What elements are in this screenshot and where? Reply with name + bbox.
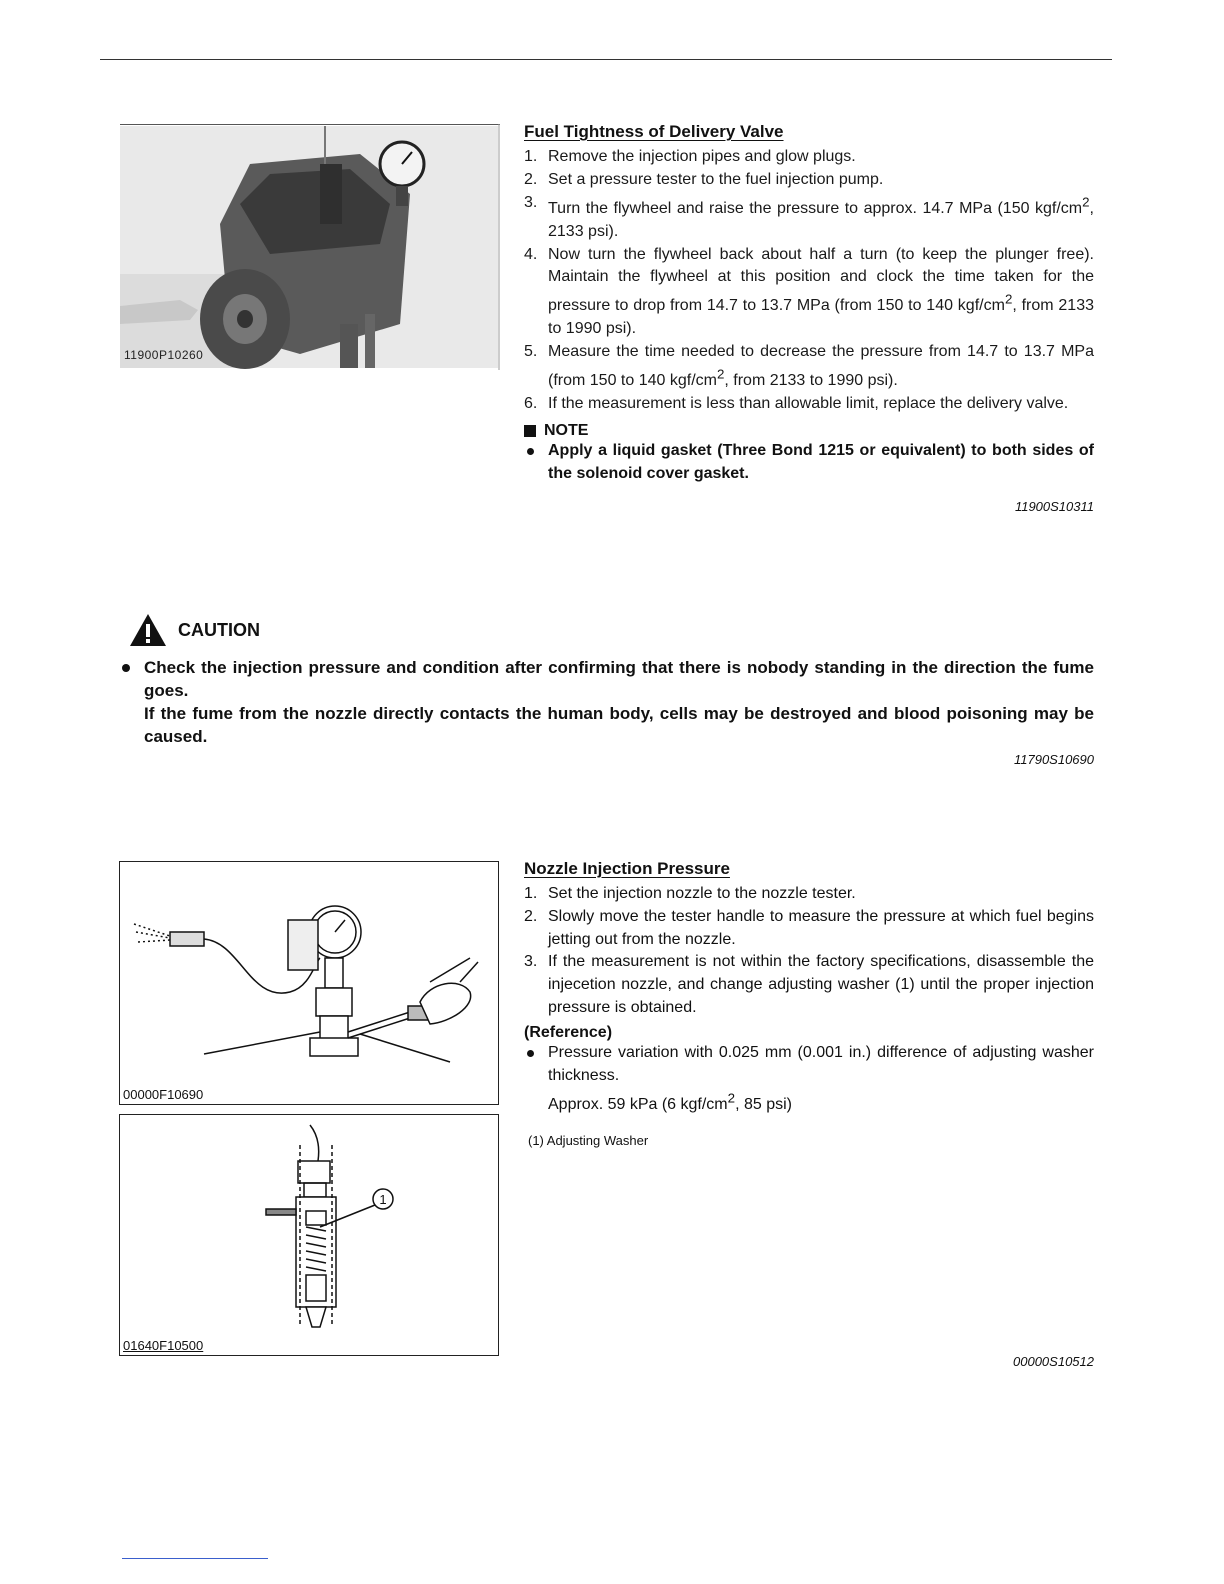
step-item bbox=[524, 951, 1094, 1019]
nozzle-tester-figure bbox=[119, 861, 499, 1105]
nozzle-pressure-section bbox=[524, 859, 1094, 1148]
figure-code: 00000F10690 bbox=[123, 1087, 204, 1102]
step-item bbox=[524, 341, 1094, 393]
step-text: Slowly move the tester handle to measure the pressure at which fuel begins jetting out from the nozzle. bbox=[548, 907, 1094, 948]
step-item bbox=[524, 192, 1094, 244]
caution-heading bbox=[128, 612, 1094, 648]
step-item bbox=[524, 883, 1094, 906]
section-code: 00000S10512 bbox=[1013, 1354, 1094, 1369]
step-number: 1. bbox=[524, 148, 538, 165]
step-text: Set the injection nozzle to the nozzle tester. bbox=[548, 885, 856, 902]
engine-illustration bbox=[120, 124, 500, 370]
step-text: If the measurement is not within the factory specifications, disassemble the injecetion nozzle, and change adjusting washer (1) until the proper injection pressure is obtained. bbox=[548, 953, 1094, 1016]
warning-icon bbox=[128, 612, 168, 648]
step-text: Remove the injection pipes and glow plugs. bbox=[548, 148, 856, 165]
caution-line-2: If the fume from the nozzle directly contacts the human body, cells may be destroyed and blood poisoning may be caused. bbox=[144, 704, 1094, 746]
callout-number: 1 bbox=[379, 1192, 387, 1207]
step-number: 3. bbox=[524, 193, 538, 211]
step-number: 1. bbox=[524, 885, 538, 902]
step-text: Now turn the flywheel back about half a turn (to keep the plunger free). Maintain the flywheel at this position and clock the time taken for the pressure to drop from 14.7 to 13.7 MPa (from 150 to 140 kgf/$cm^2$, from 2133 to 1990 psi). bbox=[548, 245, 1094, 338]
footer-link-rule bbox=[122, 1558, 268, 1559]
reference-bullet bbox=[524, 1042, 1094, 1117]
legend: (1) Adjusting Washer bbox=[528, 1132, 649, 1148]
caution-label: CAUTION bbox=[178, 619, 260, 640]
bullet-icon bbox=[122, 664, 130, 672]
nozzle-section-drawing bbox=[120, 1115, 498, 1355]
nozzle-tester-drawing bbox=[120, 862, 498, 1104]
section-title: Nozzle Injection Pressure bbox=[524, 859, 730, 878]
step-number: 5. bbox=[524, 343, 538, 361]
steps-list bbox=[524, 146, 1094, 416]
reference-heading: (Reference) bbox=[524, 1023, 613, 1041]
step-text: Measure the time needed to decrease the pressure from 14.7 to 13.7 MPa (from 150 to 140 kgf/$cm^2$, from 2133 to 1990 psi). bbox=[548, 343, 1094, 390]
caution-code: 11790S10690 bbox=[1013, 752, 1094, 767]
figure-code: 11900P10260 bbox=[124, 348, 204, 362]
caution-block bbox=[128, 612, 1094, 767]
figure-code: 01640F10500 bbox=[123, 1338, 204, 1353]
engine-photo bbox=[120, 124, 500, 370]
step-number: 3. bbox=[524, 953, 538, 971]
note-label: NOTE bbox=[544, 421, 589, 439]
step-item bbox=[524, 393, 1094, 416]
caution-line-1: Check the injection pressure and condition after confirming that there is nobody standing in the direction the fume goes. bbox=[144, 658, 1094, 700]
step-text: If the measurement is less than allowable limit, replace the delivery valve. bbox=[548, 394, 1069, 412]
step-number: 4. bbox=[524, 245, 538, 263]
section-code: 11900S10311 bbox=[1014, 499, 1094, 515]
fuel-tightness-section bbox=[524, 122, 1094, 514]
step-number: 2. bbox=[524, 170, 538, 188]
step-text: Turn the flywheel and raise the pressure to approx. 14.7 MPa (150 kgf/$cm^2$, 2133 psi). bbox=[548, 194, 1094, 240]
note-square-icon bbox=[524, 425, 536, 437]
steps-list bbox=[524, 883, 1094, 1020]
step-text: Set a pressure tester to the fuel injection pump. bbox=[548, 170, 884, 188]
caution-text bbox=[118, 656, 1094, 748]
header-rule bbox=[100, 59, 1112, 60]
step-item bbox=[524, 146, 1094, 169]
note-text: Apply a liquid gasket (Three Bond 1215 or equivalent) to both sides of the solenoid cover gasket. bbox=[548, 441, 1094, 482]
step-item bbox=[524, 169, 1094, 192]
nozzle-section-figure bbox=[119, 1114, 499, 1356]
bullet-icon bbox=[527, 1050, 534, 1057]
section-title: Fuel Tightness of Delivery Valve bbox=[524, 122, 784, 141]
note-bullet bbox=[524, 440, 1094, 486]
step-number: 6. bbox=[524, 394, 538, 412]
step-item bbox=[524, 244, 1094, 342]
step-item bbox=[524, 906, 1094, 952]
step-number: 2. bbox=[524, 907, 538, 925]
bullet-icon bbox=[527, 448, 534, 455]
reference-text: Pressure variation with 0.025 mm (0.001 in.) difference of adjusting washer thickness. Approx. 59 kPa (6 kgf/$cm^2$, 85 psi) bbox=[548, 1043, 1094, 1113]
note-heading bbox=[524, 422, 1094, 440]
